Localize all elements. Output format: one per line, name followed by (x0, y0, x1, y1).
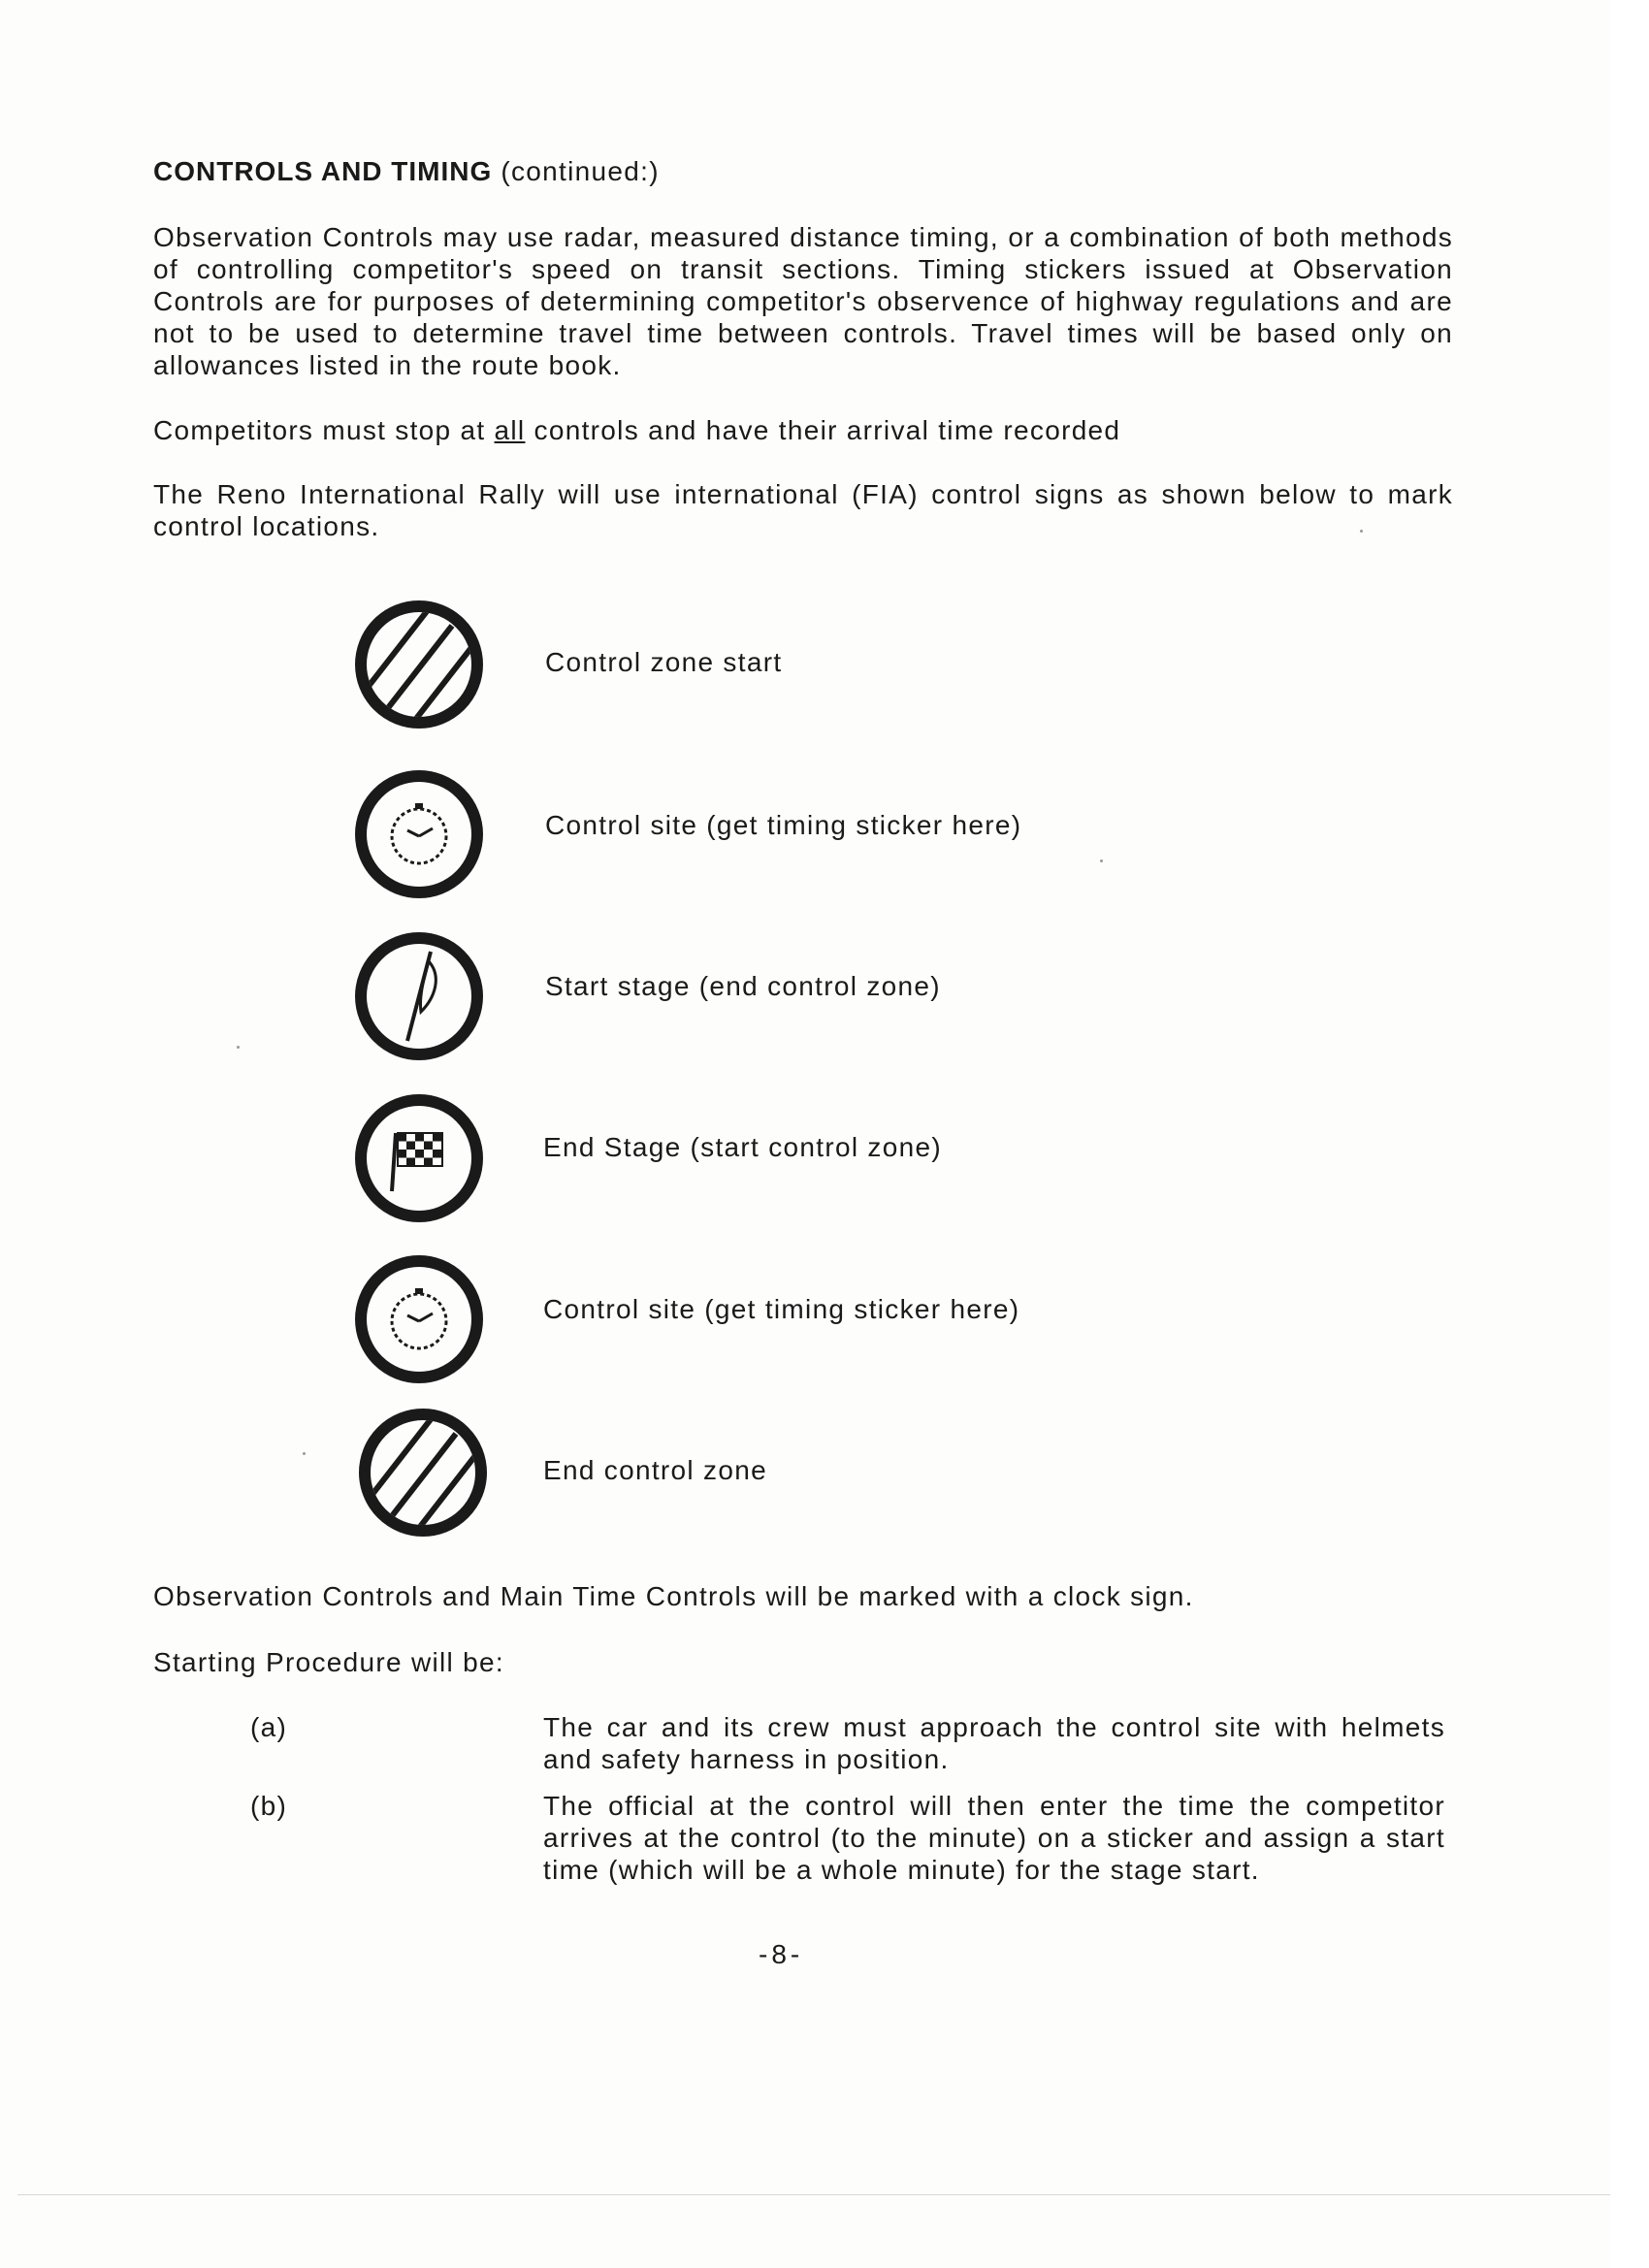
scan-speck (303, 1452, 306, 1455)
paragraph-stop-after: controls and have their arrival time recorded (534, 415, 1121, 445)
sign-label-control-site-2: Control site (get timing sticker here) (543, 1294, 1020, 1324)
heading-title: CONTROLS AND TIMING (153, 156, 493, 186)
procedure-item-letter-b: (b) (250, 1791, 288, 1821)
scan-speck (1360, 530, 1363, 533)
procedure-item-letter-a: (a) (250, 1712, 288, 1742)
heading-suffix: (continued:) (501, 156, 660, 186)
paragraph-clock-sign: Observation Controls and Main Time Controls will be marked with a clock sign. (153, 1581, 1194, 1611)
checkered-flag-sign-icon (351, 1090, 487, 1226)
sign-label-end-control-zone: End control zone (543, 1455, 767, 1485)
paragraph-starting-procedure: Starting Procedure will be: (153, 1647, 504, 1677)
page-bottom-divider (17, 2194, 1610, 2195)
procedure-item-text-a: The car and its crew must approach the control site with helmets and safety harness in position. (543, 1712, 1445, 1774)
paragraph-fia-signs: The Reno International Rally will use international (FIA) control signs as shown below to mark control locations. (153, 479, 1453, 541)
sign-label-control-site-1: Control site (get timing sticker here) (545, 810, 1022, 840)
paragraph-stop-before: Competitors must stop at (153, 415, 486, 445)
sign-label-start-stage: Start stage (end control zone) (545, 971, 941, 1001)
scan-speck (1100, 859, 1103, 862)
scan-speck (237, 1046, 240, 1049)
clock-sign-icon (351, 766, 487, 902)
section-heading (153, 155, 660, 187)
scan-edge (1610, 0, 1649, 2268)
control-zone-start-sign-icon (351, 597, 487, 732)
procedure-item-text-b: The official at the control will then enter the time the competitor arrives at the control (to the minute) on a sticker and assign a start time (which will be a whole minute) for the stage start. (543, 1791, 1445, 1885)
page-number: -8- (759, 1939, 804, 1969)
paragraph-stop-underlined: all (494, 415, 526, 445)
clock-sign-icon (351, 1251, 487, 1387)
sign-label-control-zone-start: Control zone start (545, 647, 783, 677)
paragraph-observation-controls: Observation Controls may use radar, measured distance timing, or a combination of both methods of controlling competitor's speed on transit sections. Timing stickers issued at Observation Controls are for purposes of determining competitor's observence of highway regulations and are not to be used to determine travel time between controls. Travel times will be based only on allowances listed in the route book. (153, 222, 1453, 380)
control-zone-end-sign-icon (355, 1405, 491, 1540)
sign-label-end-stage: End Stage (start control zone) (543, 1132, 942, 1162)
paragraph-competitors-stop (153, 414, 1453, 446)
start-flag-sign-icon (351, 928, 487, 1064)
